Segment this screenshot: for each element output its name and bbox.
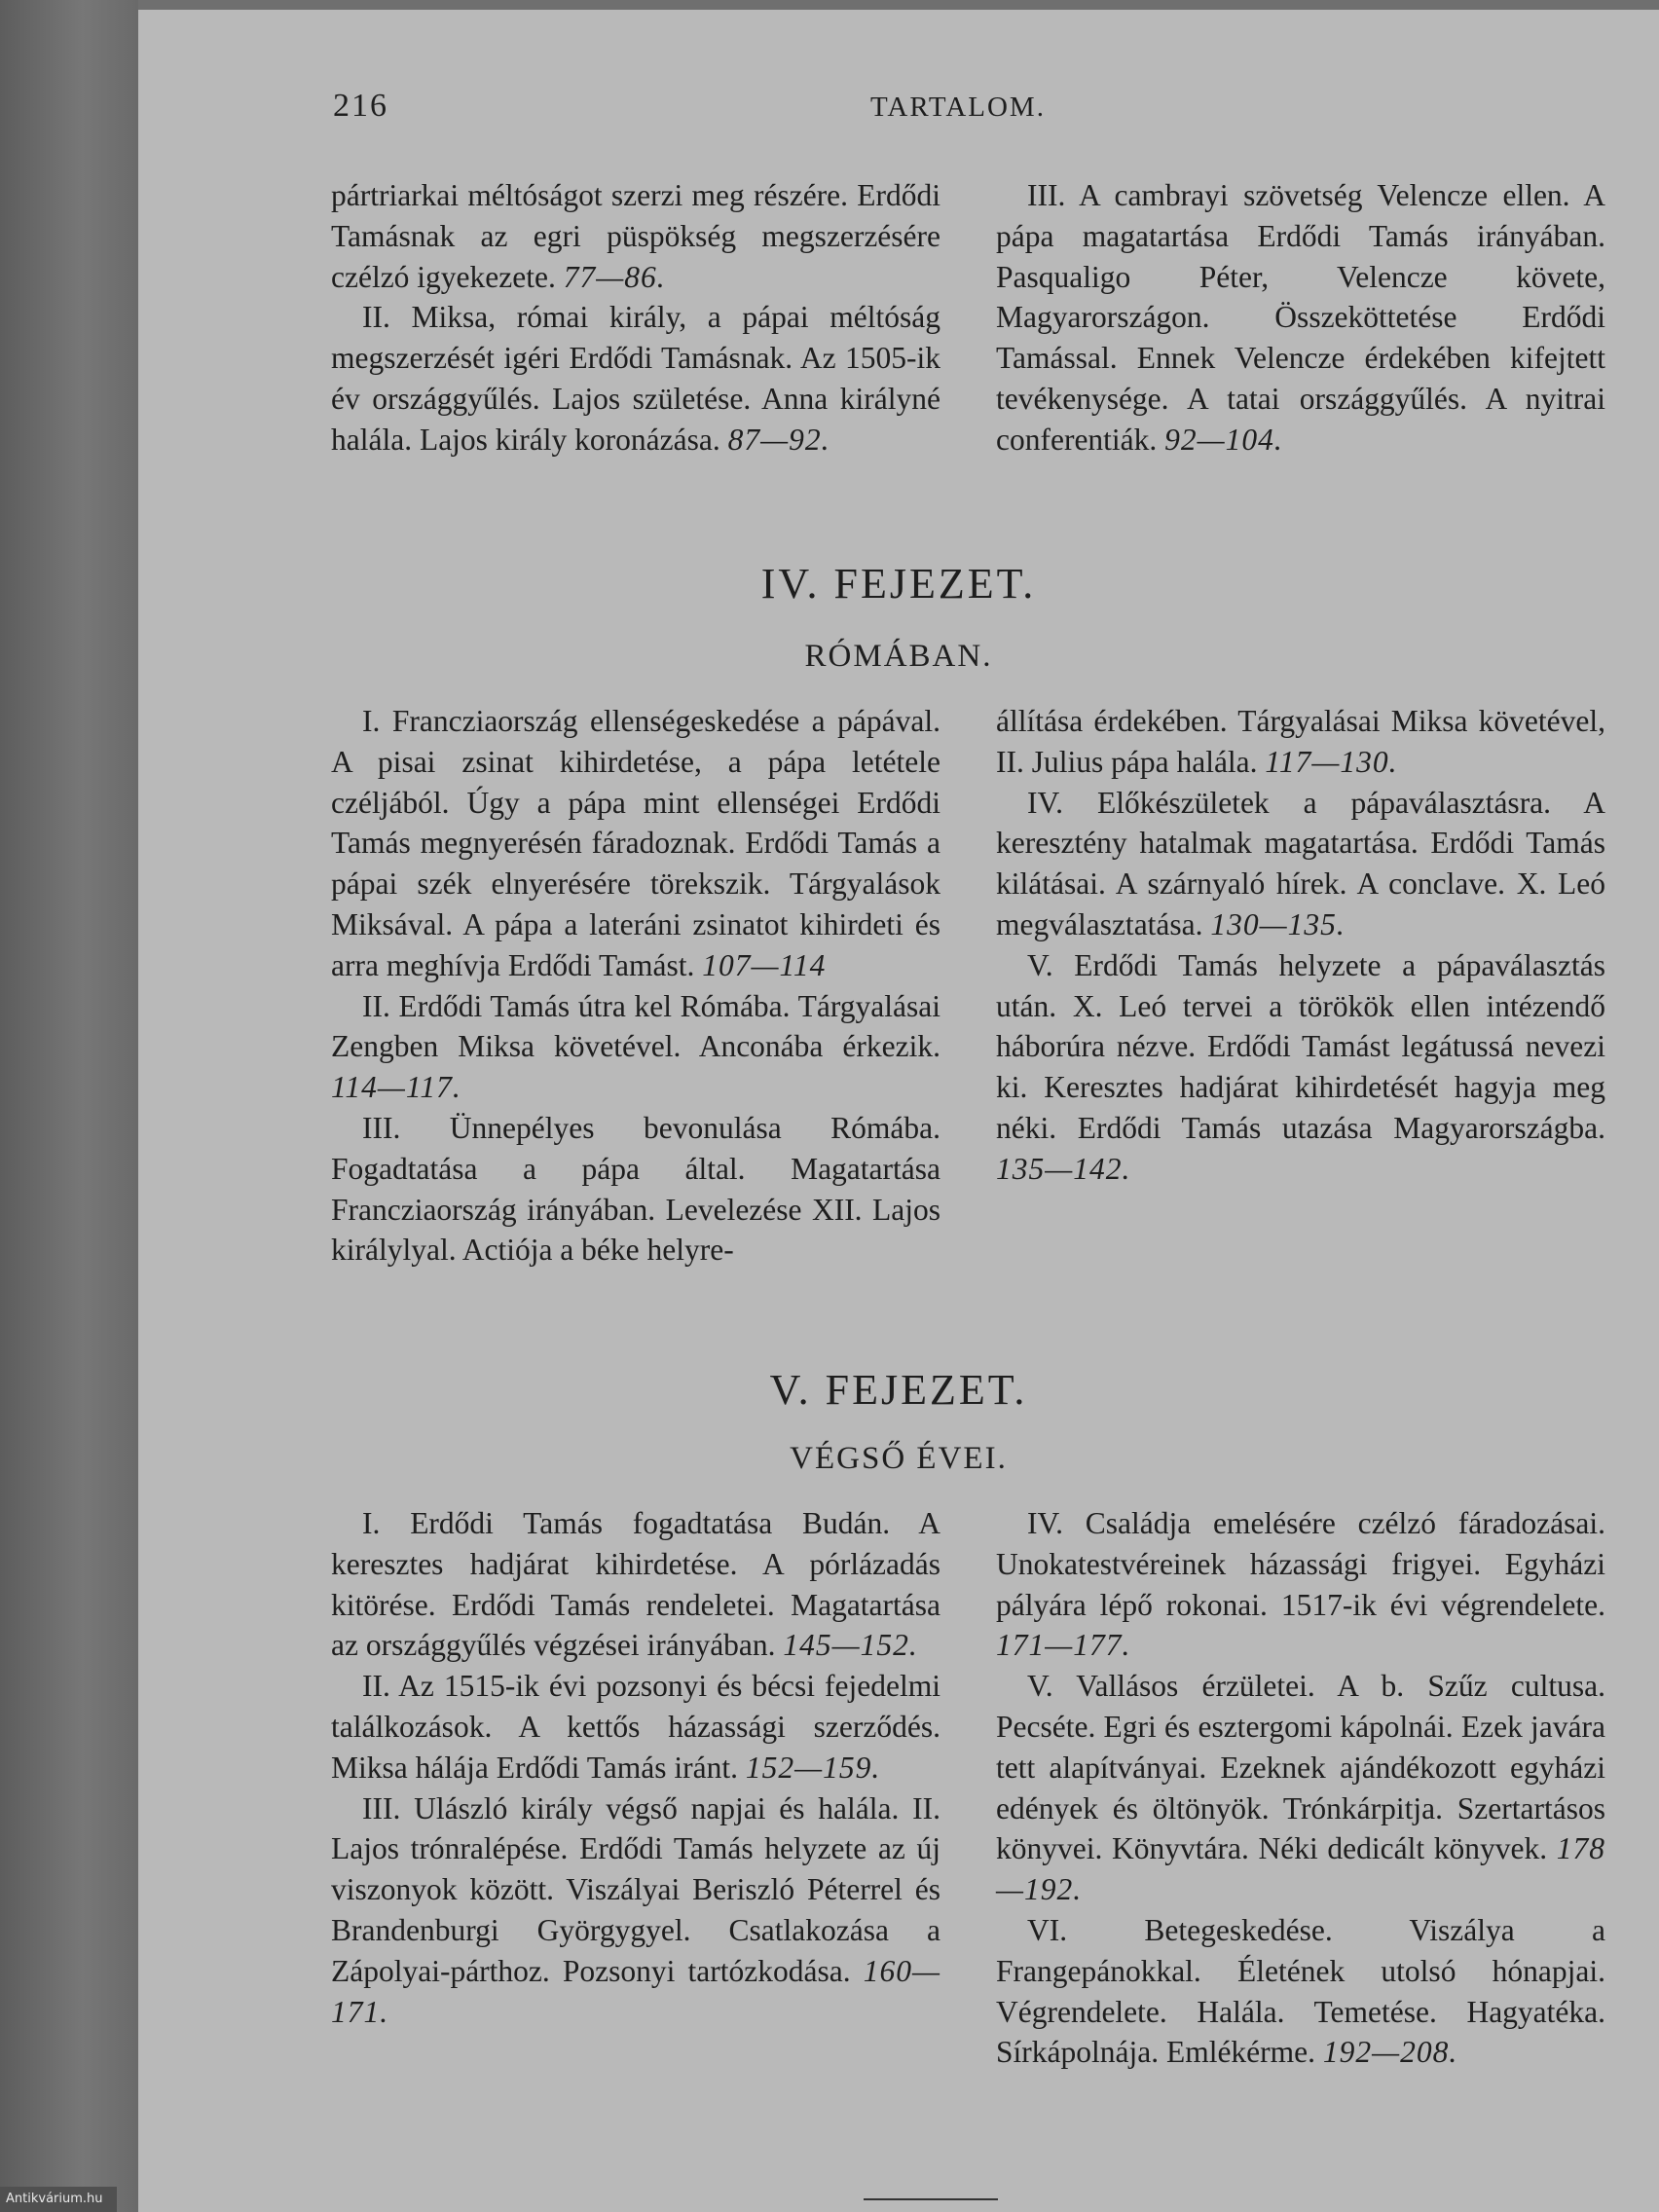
chapter-subtitle: VÉGSŐ ÉVEI. <box>790 1441 1008 1476</box>
toc-entry: I. Francziaország ellenségeskedése a pápával. A pisai zsinat kihirdetése, a pápa letétele czéljából. Úgy a pápa mint ellenségei Erdődi Tamás megnyerésén fáradoznak. Erdődi Tamás a pápai szék elnyerésére törekszik. Tárgyalások Miksával. A pápa a lateráni zsinatot kihirdeti és arra meghívja Erdődi Tamást. 107—114 <box>331 704 940 982</box>
watermark: Antikvárium.hu <box>0 2187 117 2212</box>
toc-entry: IV. Családja emelésére czélzó fáradozásai. Unokatestvéreinek házassági frigyei. Egyházi pályára lépő rokonai. 1517-ik évi végrendelete. 171—177. <box>996 1506 1605 1663</box>
toc-entry: III. A cambrayi szövetség Velencze ellen. A pápa magatartása Erdődi Tamás irányában. Pasqualigo Péter, Velencze követe, Magyarországon. Összeköttetése Erdődi Tamással. Ennek Velencze érdekében kifejtett tevékenysége. A tatai országgyűlés. A nyitrai conferentiák. 92—104. <box>996 178 1605 457</box>
chapter4-right-column <box>996 701 1605 1190</box>
chapter-subtitle: RÓMÁBAN. <box>804 639 993 674</box>
toc-entry: III. Ulászló király végső napjai és halála. II. Lajos trónralépése. Erdődi Tamás helyzete az új viszonyok között. Viszályai Beriszló Péterrel és Brandenburgi Györgygyel. Csatlakozása a Zápolyai-párthoz. Pozsonyi tartózkodása. 160—171. <box>331 1790 940 2029</box>
top-left-column <box>331 175 940 461</box>
chapter-title: V. FEJEZET. <box>769 1366 1028 1414</box>
chapter4-left-column <box>331 701 940 1271</box>
running-head: TARTALOM. <box>870 92 1046 123</box>
toc-entry: I. Erdődi Tamás fogadtatása Budán. A keresztes hadjárat kihirdetése. A pórlázadás kitörése. Erdődi Tamás rendeletei. Magatartása az országgyűlés végzései irányában. 145—152. <box>331 1506 940 1663</box>
book-page <box>138 10 1659 2212</box>
bottom-rule <box>864 2198 998 2200</box>
chapter-title: IV. FEJEZET. <box>760 560 1037 608</box>
toc-entry: V. Erdődi Tamás helyzete a pápaválasztás után. X. Leó tervei a törökök ellen intézendő háborúra nézve. Erdődi Tamást legátussá nevezi ki. Keresztes hadjárat kihirdetését hagyja meg néki. Erdődi Tamás utazása Magyarországba. 135—142. <box>996 947 1605 1186</box>
toc-entry: VI. Betegeskedése. Viszálya a Frangepánokkal. Életének utolsó hónapjai. Végrendelete. Halála. Temetése. Hagyatéka. Sírkápolnája. Emlékérme. 192—208. <box>996 1912 1605 2070</box>
toc-entry: állítása érdekében. Tárgyalásai Miksa követével, II. Julius pápa halála. 117—130. <box>996 704 1605 779</box>
toc-entry: II. Erdődi Tamás útra kel Rómába. Tárgyalásai Zengben Miksa követével. Anconába érkezik. 114—117. <box>331 988 940 1105</box>
book-gutter <box>0 0 138 2212</box>
toc-entry: V. Vallásos érzületei. A b. Szűz cultusa. Pecséte. Egri és esztergomi kápolnái. Ezek javára tett alapítványai. Ezeknek ajándékozott egyházi edények és öltönyök. Trónkárpitja. Szertartásos könyvei. Könyvtára. Néki dedicált könyvek. 178—192. <box>996 1669 1605 1907</box>
toc-entry: II. Az 1515-ik évi pozsonyi és bécsi fejedelmi találkozások. A kettős házassági szerződés. Miksa hálája Erdődi Tamás iránt. 152—159. <box>331 1669 940 1785</box>
top-right-column <box>996 175 1605 461</box>
page-number: 216 <box>333 88 388 124</box>
toc-entry: II. Miksa, római király, a pápai méltóság megszerzését igéri Erdődi Tamásnak. Az 1505-ik év országgyűlés. Lajos születése. Anna királyné halála. Lajos király koronázása. 87—92. <box>331 300 940 457</box>
toc-entry: IV. Előkészületek a pápaválasztásra. A keresztény hatalmak magatartása. Erdődi Tamás kilátásai. A szárnyaló hírek. A conclave. X. Leó megválasztatása. 130—135. <box>996 785 1605 941</box>
chapter5-left-column <box>331 1503 940 2032</box>
toc-entry: III. Ünnepélyes bevonulása Rómába. Fogadtatása a pápa által. Magatartása Francziaország irányában. Levelezése XII. Lajos királylyal. Actiója a béke helyre- <box>331 1110 940 1268</box>
toc-entry: pártriarkai méltóságot szerzi meg részére. Erdődi Tamásnak az egri püspökség megszerzésére czélzó igyekezete. 77—86. <box>331 178 940 294</box>
chapter5-right-column <box>996 1503 1605 2073</box>
